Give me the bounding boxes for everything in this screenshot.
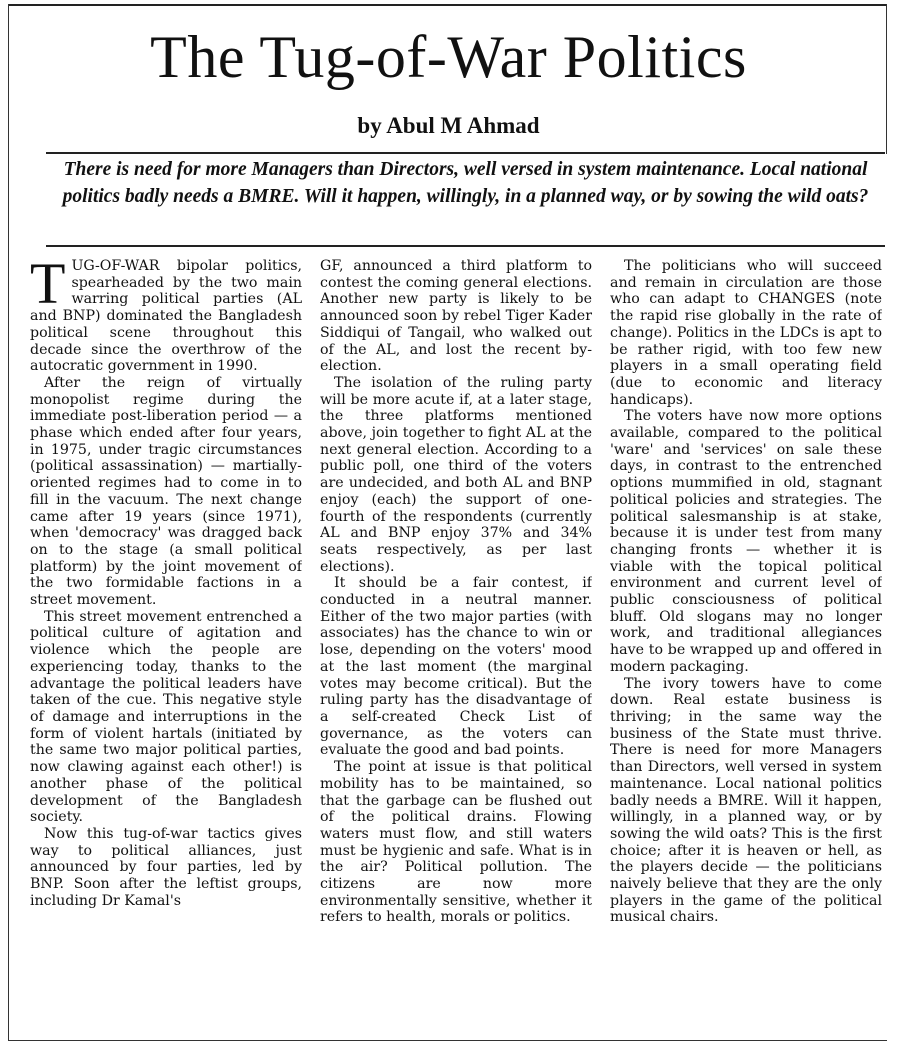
body-paragraph: It should be a fair contest, if conducted in a neutral manner. Either of the two major parties (with associates) has the chance to win or lose, depending on the voters' mood at the last moment (the marginal votes may become critical). But the ruling party has the disadvantage of a self-created Check List of governance, as the voters can evaluate the good and bad points.	[320, 575, 592, 759]
body-paragraph: The ivory towers have to come down. Real estate business is thriving; in the same way the business of the State must thrive. There is need for more Managers than Directors, well versed in system maintenance. Local national politics badly needs a BMRE. Will it happen, willingly, in a planned way, or by sowing the wild oats? This is the first choice; after it is heaven or hell, as the players decide — the politicians naively believe that they are the only players in the game of the political musical chairs.	[610, 675, 882, 926]
article-body	[30, 258, 882, 1030]
article-byline: by Abul M Ahmad	[357, 113, 540, 138]
body-paragraph: The politicians who will succeed and remain in circulation are those who can adapt to CHANGES (note the rapid rise globally in the rate of change). Politics in the LDCs is apt to be rather rigid, with too few new players in a small operating field (due to economic and literacy handicaps).	[610, 258, 882, 408]
body-paragraph: TUG-OF-WAR bipolar politics, spearheaded by the two main warring political parties (AL and BNP) dominated the Bangladesh political scene throughout this decade since the overthrow of the autocratic government in 1990.	[30, 258, 302, 375]
body-paragraph: Now this tug-of-war tactics gives way to political alliances, just announced by four parties, led by BNP. Soon after the leftist groups, including Dr Kamal's	[30, 825, 302, 909]
article-column-1	[30, 258, 302, 1030]
body-paragraph: The point at issue is that political mobility has to be maintained, so that the garbage can be flushed out of the political drains. Flowing waters must flow, and still waters must be hygienic and safe. What is in the air? Political pollution. The citizens are now more environmentally sensitive, whether it refers to health, morals or politics.	[320, 759, 592, 926]
frame-bottom-rule	[8, 1040, 887, 1041]
frame-top-rule	[8, 4, 887, 6]
article-headline: The Tug-of-War Politics	[150, 24, 747, 90]
deck-top-rule	[46, 152, 885, 154]
body-paragraph: The voters have now more options available, compared to the political 'ware' and 'services' on sale these days, in contrast to the entrenched options mummified in old, stagnant political policies and strategies. The political salesmanship is at stake, because it is under test from many changing fronts — whether it is viable with the topical political environment and current level of public consciousness of political bluff. Old slogans may no longer work, and traditional allegiances have to be wrapped up and offered in modern packaging.	[610, 408, 882, 675]
body-paragraph: GF, announced a third platform to contest the coming general elections. Another new party is likely to be announced soon by rebel Tiger Kader Siddiqui of Tangail, who walked out of the AL, and lost the recent by-election.	[320, 258, 592, 375]
deck-bottom-rule	[46, 245, 885, 247]
article-column-2	[320, 258, 592, 1030]
drop-cap: T	[30, 258, 66, 316]
body-paragraph: The isolation of the ruling party will be more acute if, at a later stage, the three platforms mentioned above, join together to fight AL at the next general election. According to a public poll, one third of the voters are undecided, and both AL and BNP enjoy (each) the support of one-fourth of the respondents (currently AL and BNP enjoy 37% and 34% seats respectively, as per last elections).	[320, 374, 592, 575]
frame-left-rule	[8, 4, 9, 1041]
body-paragraph: After the reign of virtually monopolist regime during the immediate post-liberation period — a phase which ended after four years, in 1975, under tragic circumstances (political assassination) — martially-oriented regimes had to come in to fill in the vacuum. The next change came after 19 years (since 1971), when 'democracy' was dragged back on to the stage (a small political platform) by the joint movement of the two formidable factions in a street movement.	[30, 374, 302, 609]
body-paragraph: This street movement entrenched a political culture of agitation and violence which the people are experiencing today, thanks to the advantage the political leaders have taken of the cue. This negative style of damage and interruptions in the form of violent hartals (initiated by the same two major political parties, now clawing against each other!) is another phase of the political development of the Bangladesh society.	[30, 608, 302, 826]
article-deck: There is need for more Managers than Directors, well versed in system maintenance. Local national politics badly needs a BMRE. Will it happen, willingly, in a planned way, or by sowing the wild oats?	[62, 159, 869, 207]
article-column-3	[610, 258, 882, 1030]
